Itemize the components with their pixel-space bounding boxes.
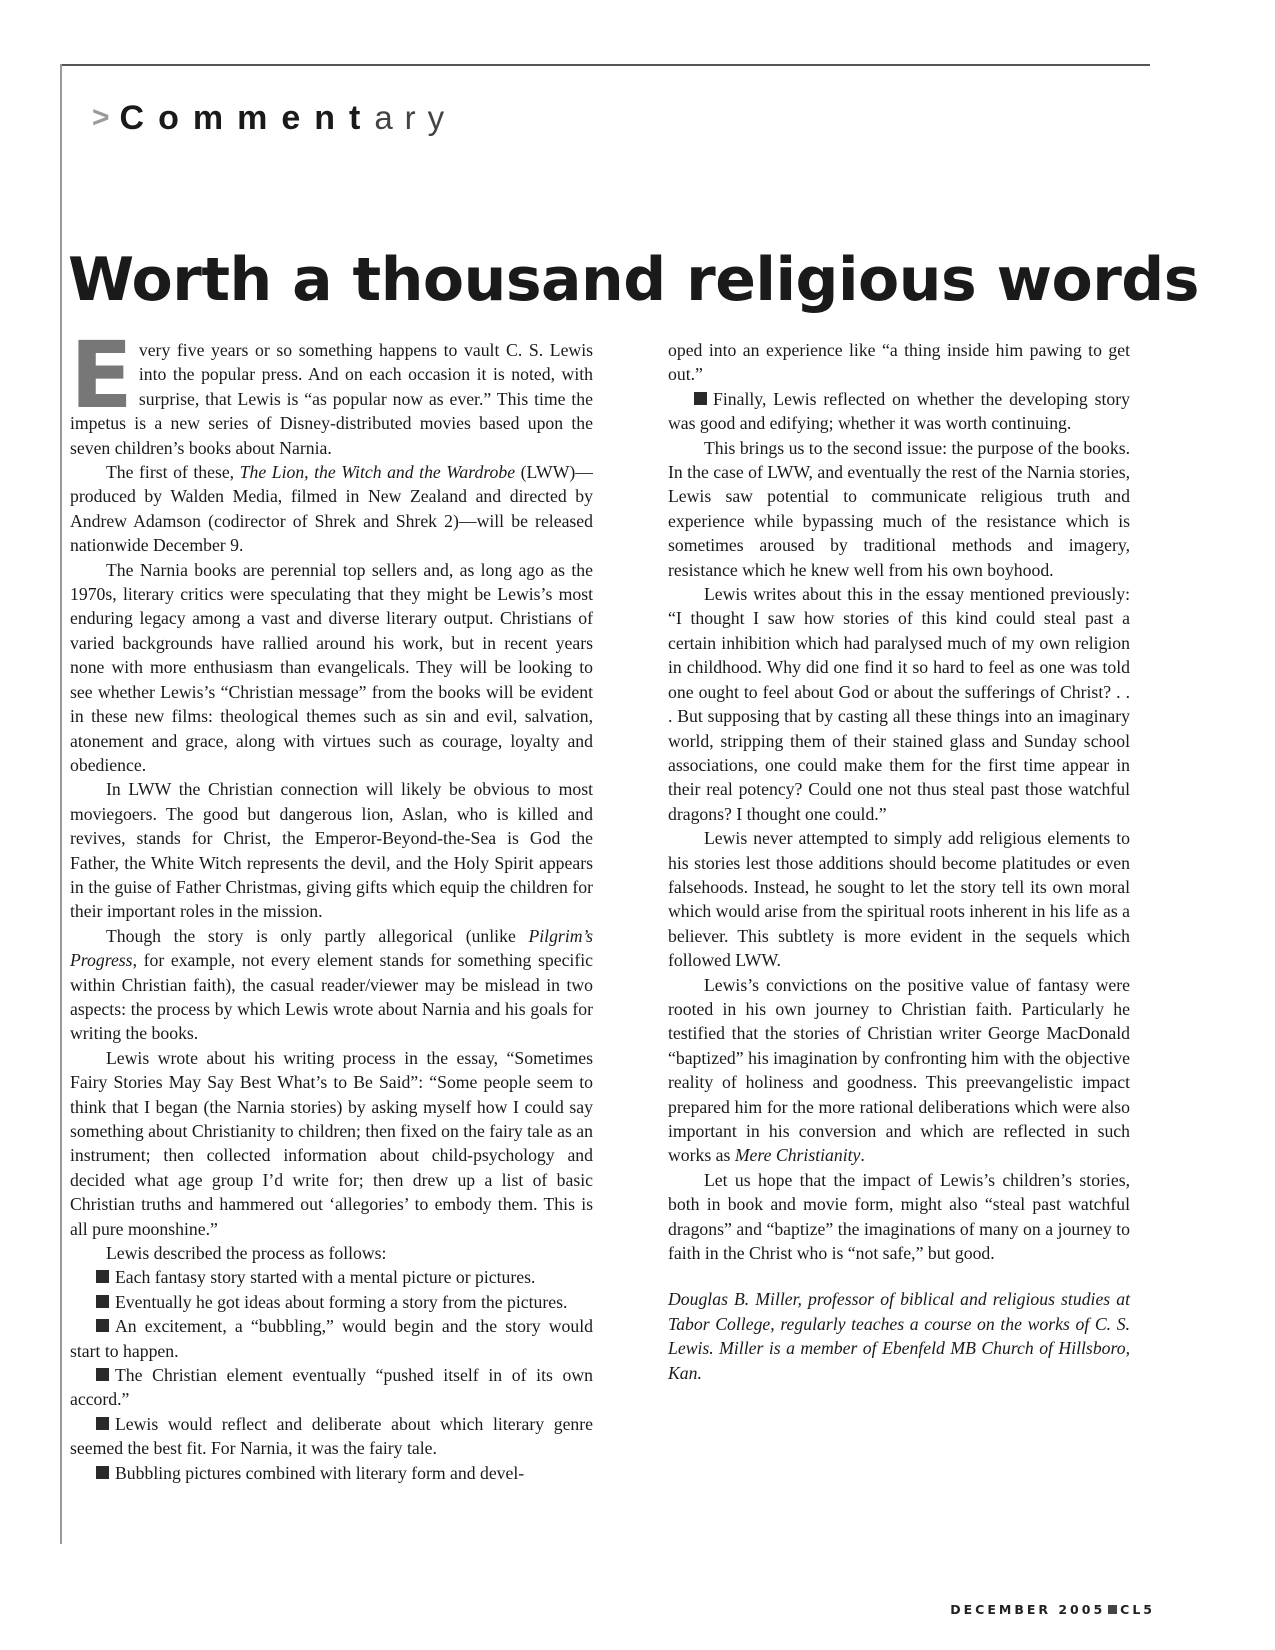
right-column [668, 338, 1130, 1385]
paragraph: This brings us to the second issue: the purpose of the books. In the case of LWW, and eventually the rest of the Narnia stories, Lewis saw potential to communicate religious truth and experience while bypassing much of the resistance which is sometimes aroused by traditional methods and imagery, resistance which he knew well from his own boyhood. [668, 437, 1130, 580]
drop-cap: E [70, 322, 133, 429]
paragraph: Though the story is only partly allegorical (unlike Pilgrim’s Progress, for example, not every element stands for something specific within Christian faith), the casual reader/viewer may be mislead in two aspects: the process by which Lewis wrote about Narnia and his goals for writing the books. [70, 925, 593, 1044]
bullet-item: Lewis would reflect and deliberate about which literary genre seemed the best fit. For Narnia, it was the fairy tale. [70, 1412, 593, 1461]
paragraph: Lewis writes about this in the essay mentioned previously: “I thought I saw how stories of this kind could steal past a certain inhibition which had paralysed much of my own religion in childhood. Why did one find it so hard to feel as one was told one ought to feel about God or about the sufferings of Christ? . . . But supposing that by casting all these things into an imaginary world, stripping them of their stained glass and Sunday school associations, one could make them for the first time appear in their real potency? Could one not thus steal past those watchful dragons? I thought one could.” [668, 584, 1130, 824]
paragraph: Lewis wrote about his writing process in the essay, “Sometimes Fairy Stories May Say Best What’s to Be Said”: “Some people seem to think that I began (the Narnia stories) by asking myself how I could say something about Christianity to children; then fixed on the fairy tale as an instrument; then collected information about child-psychology and decided what age group I’d write for; then drew up a list of basic Christian truths and hammered out ‘allegories’ to embody them. This is all pure moonshine.” [70, 1047, 593, 1239]
page-footer [950, 1602, 1155, 1617]
paragraph: The first of these, The Lion, the Witch and the Wardrobe (LWW)—produced by Walden Media, filmed in New Zealand and directed by Andrew Adamson (codirector of Shrek and Shrek 2)—will be released nationwide December 9. [70, 462, 593, 556]
paragraph: oped into an experience like “a thing inside him pawing to get out.” [668, 340, 1130, 385]
bullet-item: Bubbling pictures combined with literary form and devel- [70, 1461, 593, 1485]
paragraph: Lewis’s convictions on the positive value of fantasy were rooted in his own journey to Christian faith. Particularly he testified that the stories of Christian writer George MacDonald “baptized” his imagination by confronting him with the objective reality of holiness and goodness. This preevangelistic impact prepared him for the more rational deliberations which were also important in his conversion and which are reflected in such works as Mere Christianity. [668, 974, 1130, 1166]
square-bullet-icon [1108, 1605, 1117, 1614]
footer-date: DECEMBER 2005 [950, 1602, 1106, 1617]
bullet-item: An excitement, a “bubbling,” would begin and the story would start to happen. [70, 1314, 593, 1363]
paragraph: The Narnia books are perennial top sellers and, as long ago as the 1970s, literary critics were speculating that they might be Lewis’s most enduring legacy among a vast and diverse literary output. Christians of varied backgrounds have rallied around his work, but in recent years none with more enthusiasm than evangelicals. They will be looking to see whether Lewis’s “Christian message” from the books will be evident in these new films: theological themes such as sin and evil, salvation, atonement and grace, along with virtues such as courage, loyalty and obedience. [70, 559, 593, 775]
paragraph: Let us hope that the impact of Lewis’s children’s stories, both in book and movie form, might also “steal past watchful dragons” and “baptize” the imaginations of many on a journey to faith in the Christ who is “not safe,” but good. [668, 1169, 1130, 1264]
paragraph: In LWW the Christian connection will likely be obvious to most moviegoers. The good but dangerous lion, Aslan, who is killed and revives, stands for Christ, the Emperor-Beyond-the-Sea is God the Father, the White Witch represents the devil, and the Holy Spirit appears in the guise of Father Christmas, giving gifts which equip the children for their important roles in the mission. [70, 779, 593, 922]
bullet-item: Each fantasy story started with a mental picture or pictures. [70, 1265, 593, 1289]
left-margin-rule [60, 64, 62, 1544]
page-title: Worth a thousand religious words [68, 245, 1199, 315]
paragraph: Lewis never attempted to simply add religious elements to his stories lest those additions should become platitudes or even falsehoods. Instead, he sought to let the story tell its own moral which would arise from the spiritual roots inherent in his life as a believer. This subtlety is more evident in the sequels which followed LWW. [668, 828, 1130, 971]
chevron-right-icon: > [92, 101, 110, 134]
top-rule [60, 64, 1150, 66]
section-label-heavy: Comment [119, 98, 375, 137]
paragraph: Every five years or so something happens to vault C. S. Lewis into the popular press. And on each occasion it is noted, with surprise, that Lewis is “as popular now as ever.” This time the impetus is a new series of Disney-distributed movies based upon the seven children’s books about Narnia. [70, 322, 593, 458]
author-bio: Douglas B. Miller, professor of biblical and religious studies at Tabor College, regularly teaches a course on the works of C. S. Lewis. Miller is a member of Ebenfeld MB Church of Hillsboro, Kan. [668, 1289, 1130, 1383]
page-number: CL5 [1120, 1602, 1155, 1617]
section-label-light: ary [374, 99, 457, 136]
section-label [92, 96, 456, 140]
bullet-item: The Christian element eventually “pushed itself in of its own accord.” [70, 1363, 593, 1412]
bullet-item: Eventually he got ideas about forming a story from the pictures. [70, 1290, 593, 1314]
bullet-item: Finally, Lewis reflected on whether the developing story was good and edifying; whether it was worth continuing. [668, 387, 1130, 436]
paragraph: Lewis described the process as follows: [106, 1243, 387, 1264]
left-column [70, 322, 593, 1485]
